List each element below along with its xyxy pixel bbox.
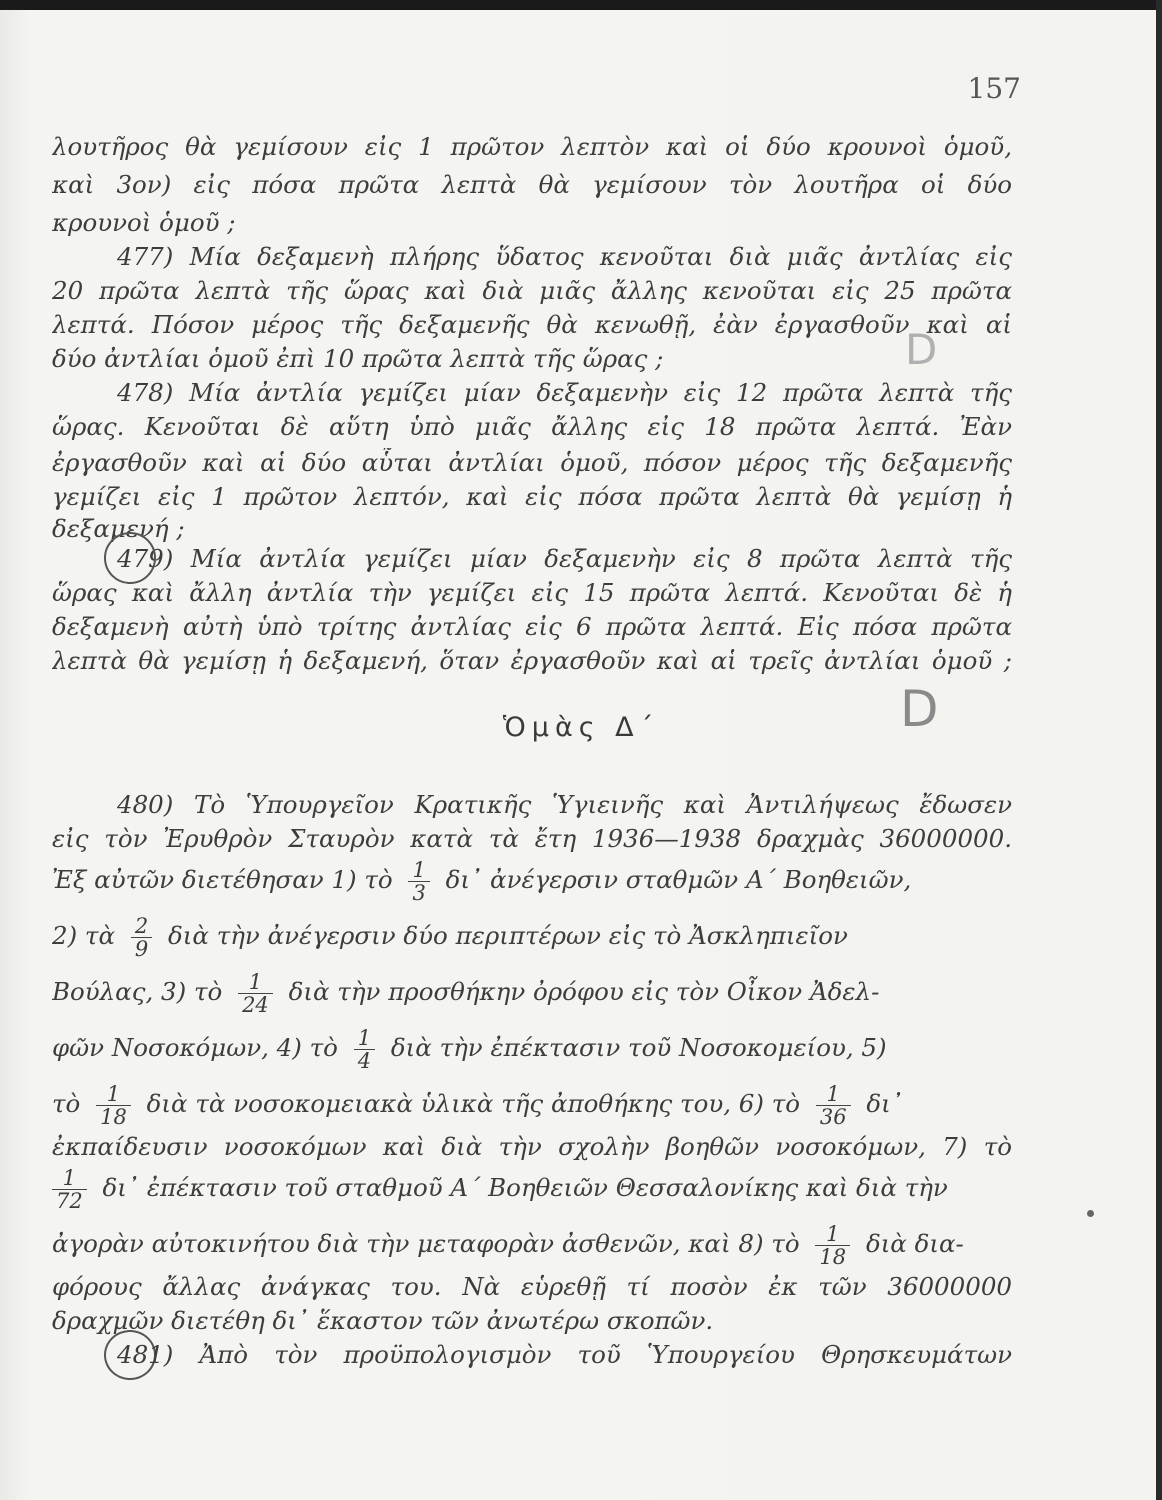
scan-top-border (0, 0, 1162, 10)
page-number: 157 (967, 72, 1021, 105)
text-line: κρουνοὶ ὁμοῦ ; (52, 208, 236, 237)
text-line: ἐργασθοῦν καὶ αἱ δύο αὗται ἀντλίαι ὁμοῦ, πόσον μέρος τῆς δεξαμενῆς (52, 448, 1012, 477)
problem-477-line: 477) Μία δεξαμενὴ πλήρης ὕδατος κενοῦται διὰ μιᾶς ἀντλίας εἰς (117, 242, 1012, 271)
fraction-denominator: 9 (134, 937, 149, 961)
fraction-1-36 (816, 1083, 851, 1128)
text-line: λεπτὰ θὰ γεμίσῃ ἡ δεξαμενή, ὅταν ἐργασθοῦν καὶ αἱ τρεῖς ἀντλίαι ὁμοῦ ; (52, 646, 1012, 675)
fraction-denominator: 4 (357, 1049, 372, 1073)
problem-480-line: 480) Τὸ Ὑπουργεῖον Κρατικῆς Ὑγιεινῆς καὶ Ἀντιλήψεως ἔδωσεν (117, 790, 1012, 819)
problem-481-line: 481) Ἀπὸ τὸν προϋπολογισμὸν τοῦ Ὑπουργείου Θρησκευμάτων (117, 1340, 1012, 1369)
text-line-with-fraction (52, 1020, 1012, 1076)
text-line: γεμίζει εἰς 1 πρῶτον λεπτόν, καὶ εἰς πόσα πρῶτα λεπτὰ θὰ γεμίσῃ ἡ (52, 482, 1012, 511)
fraction-2-9 (131, 915, 152, 960)
text-line: ὥρας καὶ ἄλλη ἀντλία τὴν γεμίζει εἰς 15 πρῶτα λεπτά. Κενοῦται δὲ ἡ (52, 578, 1012, 607)
fraction-numerator: 1 (354, 1027, 375, 1050)
fraction-numerator: 1 (52, 1167, 87, 1190)
fraction-1-3 (408, 859, 429, 904)
section-heading: Ὁμὰς Δ΄ (502, 712, 660, 743)
fraction-numerator: 1 (238, 971, 273, 994)
text-line: φόρους ἄλλας ἀνάγκας του. Νὰ εὑρεθῇ τί ποσὸν ἐκ τῶν 36000000 (52, 1272, 1012, 1301)
fraction-denominator: 24 (242, 993, 269, 1017)
text-segment: ἀγορὰν αὐτοκινήτου διὰ τὴν μεταφορὰν ἀσθενῶν, καὶ 8) τὸ (52, 1229, 800, 1258)
text-line: δεξαμενή ; (52, 514, 185, 543)
text-segment: διὰ τὴν ἐπέκτασιν τοῦ Νοσοκομείου, 5) (390, 1033, 887, 1062)
text-segment: διὰ τὰ νοσοκομειακὰ ὑλικὰ τῆς ἀποθήκης του, 6) τὸ (146, 1089, 801, 1118)
fraction-denominator: 36 (819, 1105, 847, 1129)
text-segment: διὰ δια- (865, 1229, 964, 1258)
text-segment: δι᾿ ἐπέκτασιν τοῦ σταθμοῦ Α΄ Βοηθειῶν Θεσσαλονίκης καὶ διὰ τὴν (102, 1173, 948, 1202)
text-segment: δι᾿ (866, 1089, 903, 1118)
text-segment: 2) τὰ (52, 921, 116, 950)
text-segment: φῶν Νοσοκόμων, 4) τὸ (52, 1033, 338, 1062)
pencil-mark: D (905, 325, 938, 374)
text-line-with-fraction (52, 908, 1012, 964)
text-line: λουτῆρος θὰ γεμίσουν εἰς 1 πρῶτον λεπτὸν καὶ οἱ δύο κρουνοὶ ὁμοῦ, (52, 132, 1012, 161)
text-line-with-fraction (52, 1076, 1012, 1132)
fraction-denominator: 3 (412, 881, 426, 905)
fraction-1-18-b (815, 1223, 850, 1268)
fraction-numerator: 1 (408, 859, 429, 882)
text-segment: διὰ τὴν ἀνέγερσιν δύο περιπτέρων εἰς τὸ Ἀσκληπιεῖον (168, 921, 848, 950)
fraction-numerator: 1 (815, 1223, 850, 1246)
text-line-with-fraction (52, 1216, 1012, 1272)
text-segment: τὸ (52, 1089, 81, 1118)
fraction-numerator: 1 (96, 1083, 131, 1106)
problem-478-line: 478) Μία ἀντλία γεμίζει μίαν δεξαμενὴν εἰς 12 πρῶτα λεπτὰ τῆς (117, 378, 1012, 407)
text-line: καὶ 3ον) εἰς πόσα πρῶτα λεπτὰ θὰ γεμίσουν τὸν λουτῆρα οἱ δύο (52, 170, 1012, 199)
text-line-with-fraction (52, 1160, 1012, 1216)
fraction-1-72 (52, 1167, 87, 1212)
fraction-numerator: 2 (131, 915, 152, 938)
problem-479-line: 479) Μία ἀντλία γεμίζει μίαν δεξαμενὴν εἰς 8 πρῶτα λεπτὰ τῆς (117, 544, 1012, 573)
text-line: λεπτά. Πόσον μέρος τῆς δεξαμενῆς θὰ κενωθῇ, ἐὰν ἐργασθοῦν καὶ αἱ (52, 310, 1012, 339)
text-segment: Βούλας, 3) τὸ (52, 977, 223, 1006)
fraction-1-18 (96, 1083, 131, 1128)
text-line: 20 πρῶτα λεπτὰ τῆς ὥρας καὶ διὰ μιᾶς ἄλλης κενοῦται εἰς 25 πρῶτα (52, 276, 1012, 305)
text-segment: Ἐξ αὐτῶν διετέθησαν 1) τὸ (52, 865, 393, 894)
text-segment: δι᾿ ἀνέγερσιν σταθμῶν Α΄ Βοηθειῶν, (445, 865, 912, 894)
fraction-1-24 (238, 971, 273, 1016)
stray-mark (1087, 1210, 1094, 1217)
pencil-circle-479 (104, 532, 156, 584)
fraction-denominator: 18 (819, 1245, 847, 1269)
text-line-with-fraction (52, 964, 1012, 1020)
text-segment: διὰ τὴν προσθήκην ὀρόφου εἰς τὸν Οἶκον Ἀδελ- (288, 977, 880, 1006)
text-line: δύο ἀντλίαι ὁμοῦ ἐπὶ 10 πρῶτα λεπτὰ τῆς ὥρας ; (52, 344, 664, 373)
fraction-numerator: 1 (816, 1083, 851, 1106)
fraction-denominator: 18 (100, 1105, 127, 1129)
text-line: ὥρας. Κενοῦται δὲ αὕτη ὑπὸ μιᾶς ἄλλης εἰς 18 πρῶτα λεπτά. Ἐὰν (52, 412, 1012, 441)
scan-right-border (1156, 0, 1162, 1500)
text-line-with-fraction (52, 852, 1012, 908)
text-line: δραχμῶν διετέθη δι᾿ ἕκαστον τῶν ἀνωτέρω σκοπῶν. (52, 1306, 714, 1335)
pencil-mark: D (900, 680, 939, 738)
fraction-denominator: 72 (56, 1189, 83, 1213)
text-line: ἐκπαίδευσιν νοσοκόμων καὶ διὰ τὴν σχολὴν βοηθῶν νοσοκόμων, 7) τὸ (52, 1132, 1012, 1161)
text-line: δεξαμενὴ αὐτὴ ὑπὸ τρίτης ἀντλίας εἰς 6 πρῶτα λεπτά. Εἰς πόσα πρῶτα (52, 612, 1012, 641)
text-line: εἰς τὸν Ἐρυθρὸν Σταυρὸν κατὰ τὰ ἔτη 1936—1938 δραχμὰς 36000000. (52, 824, 1012, 853)
fraction-1-4 (354, 1027, 375, 1072)
